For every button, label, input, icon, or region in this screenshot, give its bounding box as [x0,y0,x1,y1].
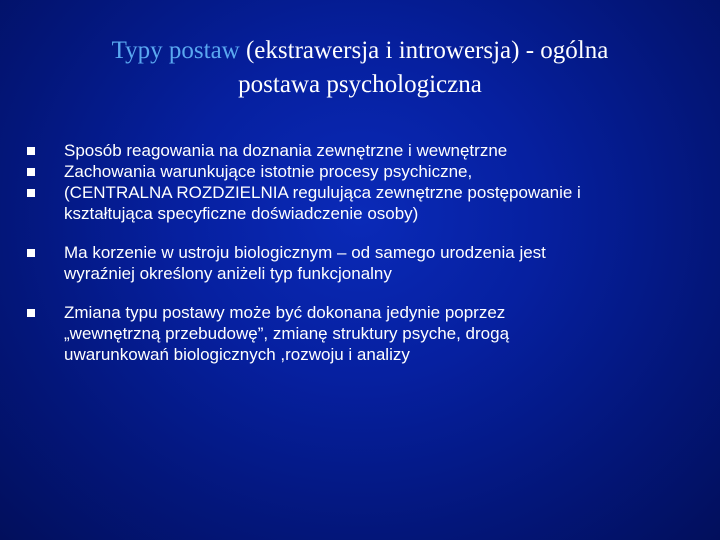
bullet-item [26,182,696,224]
bullet-text-line1: Ma korzenie w ustroju biologicznym – od samego urodzenia jest [64,243,546,262]
slide-title [40,34,680,102]
bullet-text: Zachowania warunkujące istotnie procesy psychiczne, [64,162,473,181]
bullet-text: Sposób reagowania na doznania zewnętrzne i wewnętrzne [64,141,508,160]
square-bullet-icon [27,147,35,155]
bullet-text-line1: Zmiana typu postawy może być dokonana jedynie poprzez [64,303,506,322]
bullet-text-line2: „wewnętrzną przebudowę”, zmianę struktury psyche, drogą [64,324,510,343]
square-bullet-icon [27,309,35,317]
bullet-list [26,140,696,365]
bullet-item [26,161,696,182]
bullet-text-line2: kształtująca specyficzne doświadczenie osoby) [64,204,419,223]
square-bullet-icon [27,249,35,257]
bullet-text-line3: uwarunkowań biologicznych ,rozwoju i analizy [64,345,410,364]
title-accent: Typy postaw [111,37,240,64]
bullet-item [26,140,696,161]
square-bullet-icon [27,168,35,176]
bullet-text-line2: wyraźniej określony aniżeli typ funkcjonalny [64,264,392,283]
title-line2: postawa psychologiczna [238,71,482,98]
square-bullet-icon [27,189,35,197]
bullet-item [26,302,696,365]
bullet-item [26,242,696,284]
title-rest-line1: (ekstrawersja i introwersja) - ogólna [239,37,609,64]
bullet-text-line1: (CENTRALNA ROZDZIELNIA regulująca zewnętrzne postępowanie i [64,183,581,202]
